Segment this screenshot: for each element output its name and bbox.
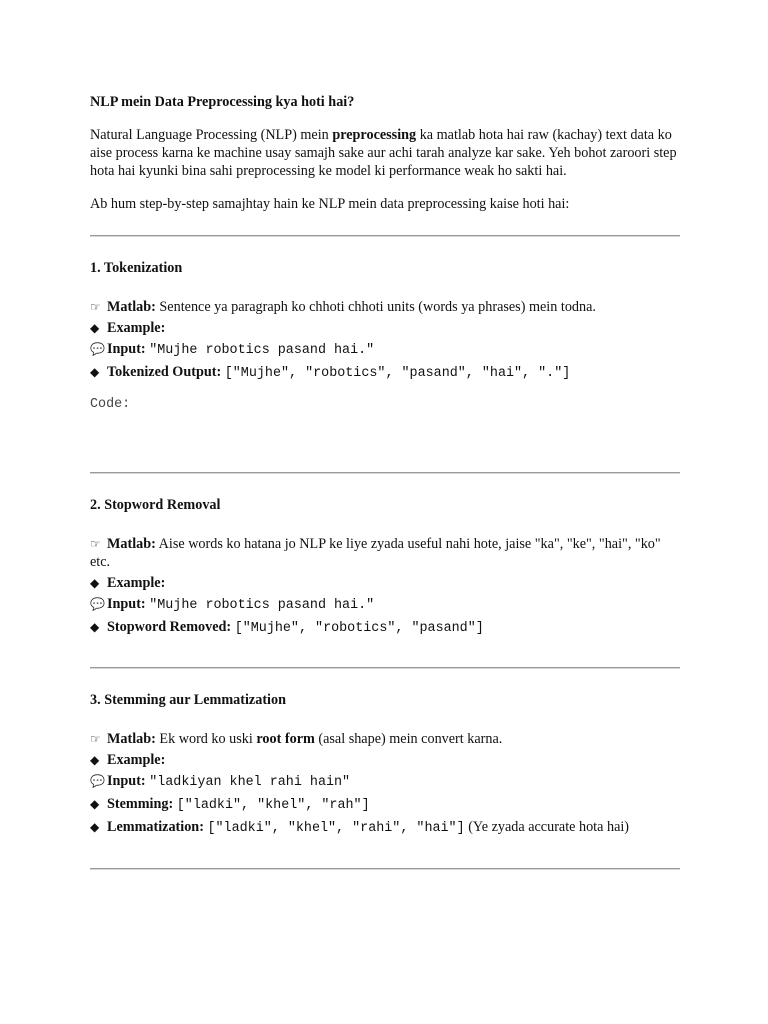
output-value: ["Mujhe", "robotics", "pasand"] (234, 621, 484, 636)
matlab-text-bold: root form (256, 731, 315, 747)
lemmatization-note: (Ye zyada accurate hota hai) (464, 819, 630, 835)
section-title: 3. Stemming aur Lemmatization (90, 692, 286, 708)
matlab-text: Sentence ya paragraph ko chhoti chhoti units (words ya phrases) mein todna. (155, 299, 596, 315)
section-title: 2. Stopword Removal (90, 497, 221, 513)
intro-paragraph-2: Ab hum step-by-step samajhtay hain ke NLP mein data preprocessing kaise hoti hai: (90, 196, 570, 212)
diamond-icon: ◆ (90, 365, 100, 379)
input-line (90, 595, 680, 615)
matlab-label: Matlab: (107, 299, 156, 315)
input-value: "ladkiyan khel rahi hain" (149, 775, 351, 790)
lemmatization-value: ["ladki", "khel", "rahi", "hai"] (207, 821, 465, 836)
pointing-hand-icon: ☞ (90, 300, 101, 314)
stemming-label: Stemming: (107, 796, 174, 812)
matlab-line (90, 298, 680, 316)
code-label: Code: (90, 397, 131, 412)
lemmatization-line (90, 818, 680, 838)
example-label: Example: (107, 575, 166, 591)
intro-text-bold: preprocessing (332, 127, 417, 143)
input-label: Input: (107, 773, 146, 789)
intro-text-pre: Natural Language Processing (NLP) mein (90, 127, 333, 143)
speech-bubble-icon: 💬 (90, 597, 105, 611)
diamond-icon: ◆ (90, 820, 100, 834)
section-stopword-removal (90, 496, 680, 638)
diamond-icon: ◆ (90, 620, 100, 634)
matlab-line (90, 535, 680, 571)
divider (90, 667, 680, 669)
diamond-icon: ◆ (90, 797, 100, 811)
section-stemming-lemmatization (90, 691, 680, 838)
output-label: Tokenized Output: (107, 364, 222, 380)
input-line (90, 340, 680, 360)
pointing-hand-icon: ☞ (90, 732, 101, 746)
example-line (90, 751, 680, 769)
example-label: Example: (107, 320, 166, 336)
pointing-hand-icon: ☞ (90, 537, 101, 551)
matlab-text-post: (asal shape) mein convert karna. (314, 731, 503, 747)
speech-bubble-icon: 💬 (90, 342, 105, 356)
diamond-icon: ◆ (90, 753, 100, 767)
divider (90, 235, 680, 237)
example-line (90, 574, 680, 592)
input-value: "Mujhe robotics pasand hai." (149, 343, 375, 358)
matlab-line (90, 730, 680, 748)
matlab-text-pre: Ek word ko uski (155, 731, 257, 747)
intro-paragraph (90, 126, 680, 180)
diamond-icon: ◆ (90, 321, 100, 335)
speech-bubble-icon: 💬 (90, 774, 105, 788)
diamond-icon: ◆ (90, 576, 100, 590)
output-value: ["Mujhe", "robotics", "pasand", "hai", "."] (224, 366, 571, 381)
matlab-text: Aise words ko hatana jo NLP ke liye zyada useful nahi hote, jaise "ka", "ke", "hai", "ko" etc. (90, 536, 661, 570)
divider (90, 868, 680, 870)
section-title: 1. Tokenization (90, 260, 183, 276)
page-title: NLP mein Data Preprocessing kya hoti hai? (90, 94, 355, 110)
stemming-line (90, 795, 680, 815)
output-label: Stopword Removed: (107, 619, 232, 635)
section-tokenization (90, 259, 680, 414)
example-line (90, 319, 680, 337)
input-line (90, 772, 680, 792)
document-page (90, 93, 680, 892)
lemmatization-label: Lemmatization: (107, 819, 204, 835)
example-label: Example: (107, 752, 166, 768)
stemming-value: ["ladki", "khel", "rah"] (176, 798, 370, 813)
input-value: "Mujhe robotics pasand hai." (149, 598, 375, 613)
matlab-label: Matlab: (107, 536, 156, 552)
divider (90, 472, 680, 474)
input-label: Input: (107, 596, 146, 612)
matlab-label: Matlab: (107, 731, 156, 747)
output-line (90, 618, 680, 638)
intro-text-post: ka matlab hota hai raw (kachay) text data ko aise process karna ke machine usay samajh sake aur achi tarah analyze kar sake. Yeh bohot zaroori step hota hai kyunki bina sahi preprocessing ke model ki performance weak ho sakti hai. (90, 127, 677, 179)
input-label: Input: (107, 341, 146, 357)
output-line (90, 363, 680, 383)
